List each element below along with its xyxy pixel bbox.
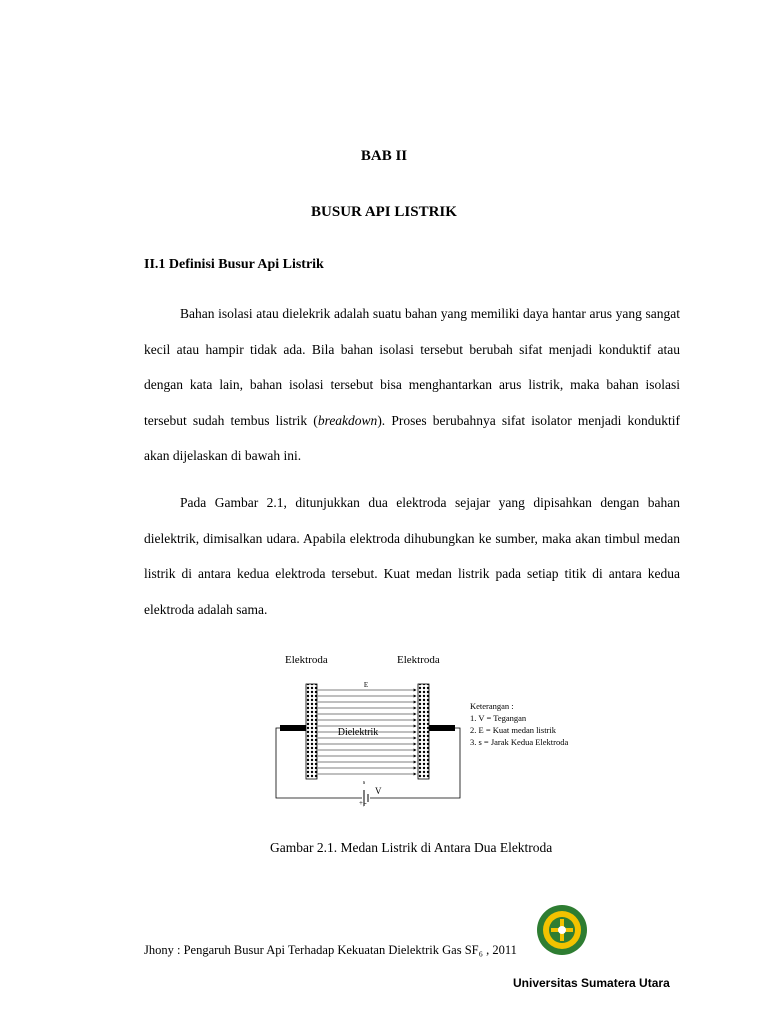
chapter-title: BUSUR API LISTRIK <box>311 204 457 220</box>
dielectric-label: Dielektrik <box>337 727 379 738</box>
paragraph-text: Bahan isolasi atau dielekrik adalah suatu bahan yang memiliki daya hantar arus yang sangat kecil atau hampir tidak ada. Bila bahan isolasi tersebut berubah sifat menjadi konduktif atau dengan kata lain, bahan isolasi tersebut bisa menghantarkan arus listrik, maka bahan isolasi tersebut sudah tembus listrik ( <box>144 306 680 428</box>
polarity-label: +|- <box>359 799 367 807</box>
paragraph-definition <box>144 296 680 474</box>
distance-label: s <box>362 780 366 786</box>
paragraph-text-tail: ). Proses berubahnya sifat isolator menjadi konduktif akan dijelaskan di bawah ini. <box>144 412 680 463</box>
legend-title: Keterangan : <box>470 701 514 711</box>
legend-item: 2. E = Kuat medan listrik <box>470 725 557 735</box>
electrode-label-left: Elektroda <box>285 654 328 666</box>
electrode-right <box>418 684 429 779</box>
voltage-label: V <box>375 786 382 796</box>
circuit-wire <box>276 728 362 798</box>
university-logo-icon <box>536 904 588 956</box>
circuit-wire-right <box>370 728 460 798</box>
paragraph-figure-intro <box>144 485 680 627</box>
figure-caption: Gambar 2.1. Medan Listrik di Antara Dua Elektroda <box>270 840 553 855</box>
terminal-left <box>280 725 306 731</box>
chapter-number: BAB II <box>360 148 408 164</box>
paragraph-text: Pada Gambar 2.1, ditunjukkan dua elektroda sejajar yang dipisahkan dengan bahan dielektrik, dimisalkan udara. Apabila elektroda dihubungkan ke sumber, maka akan timbul medan listrik di antara kedua elektroda tersebut. Kuat medan listrik pada setiap titik di antara kedua elektroda adalah sama. <box>144 495 680 617</box>
figure-legend <box>470 700 568 748</box>
footer-citation: Jhony : Pengaruh Busur Api Terhadap Kekuatan Dielektrik Gas SF₆ , 2011 <box>144 943 517 957</box>
legend-item: 1. V = Tegangan <box>470 713 527 723</box>
field-label: E <box>363 681 369 689</box>
terminal-right <box>429 725 455 731</box>
electrode-left <box>306 684 317 779</box>
legend-item: 3. s = Jarak Kedua Elektroda <box>470 737 569 747</box>
footer-institution: Universitas Sumatera Utara <box>513 976 670 990</box>
electrode-label-right: Elektroda <box>397 654 440 666</box>
paragraph-italic-term: breakdown <box>317 412 378 428</box>
section-title: II.1 Definisi Busur Api Listrik <box>144 257 324 272</box>
